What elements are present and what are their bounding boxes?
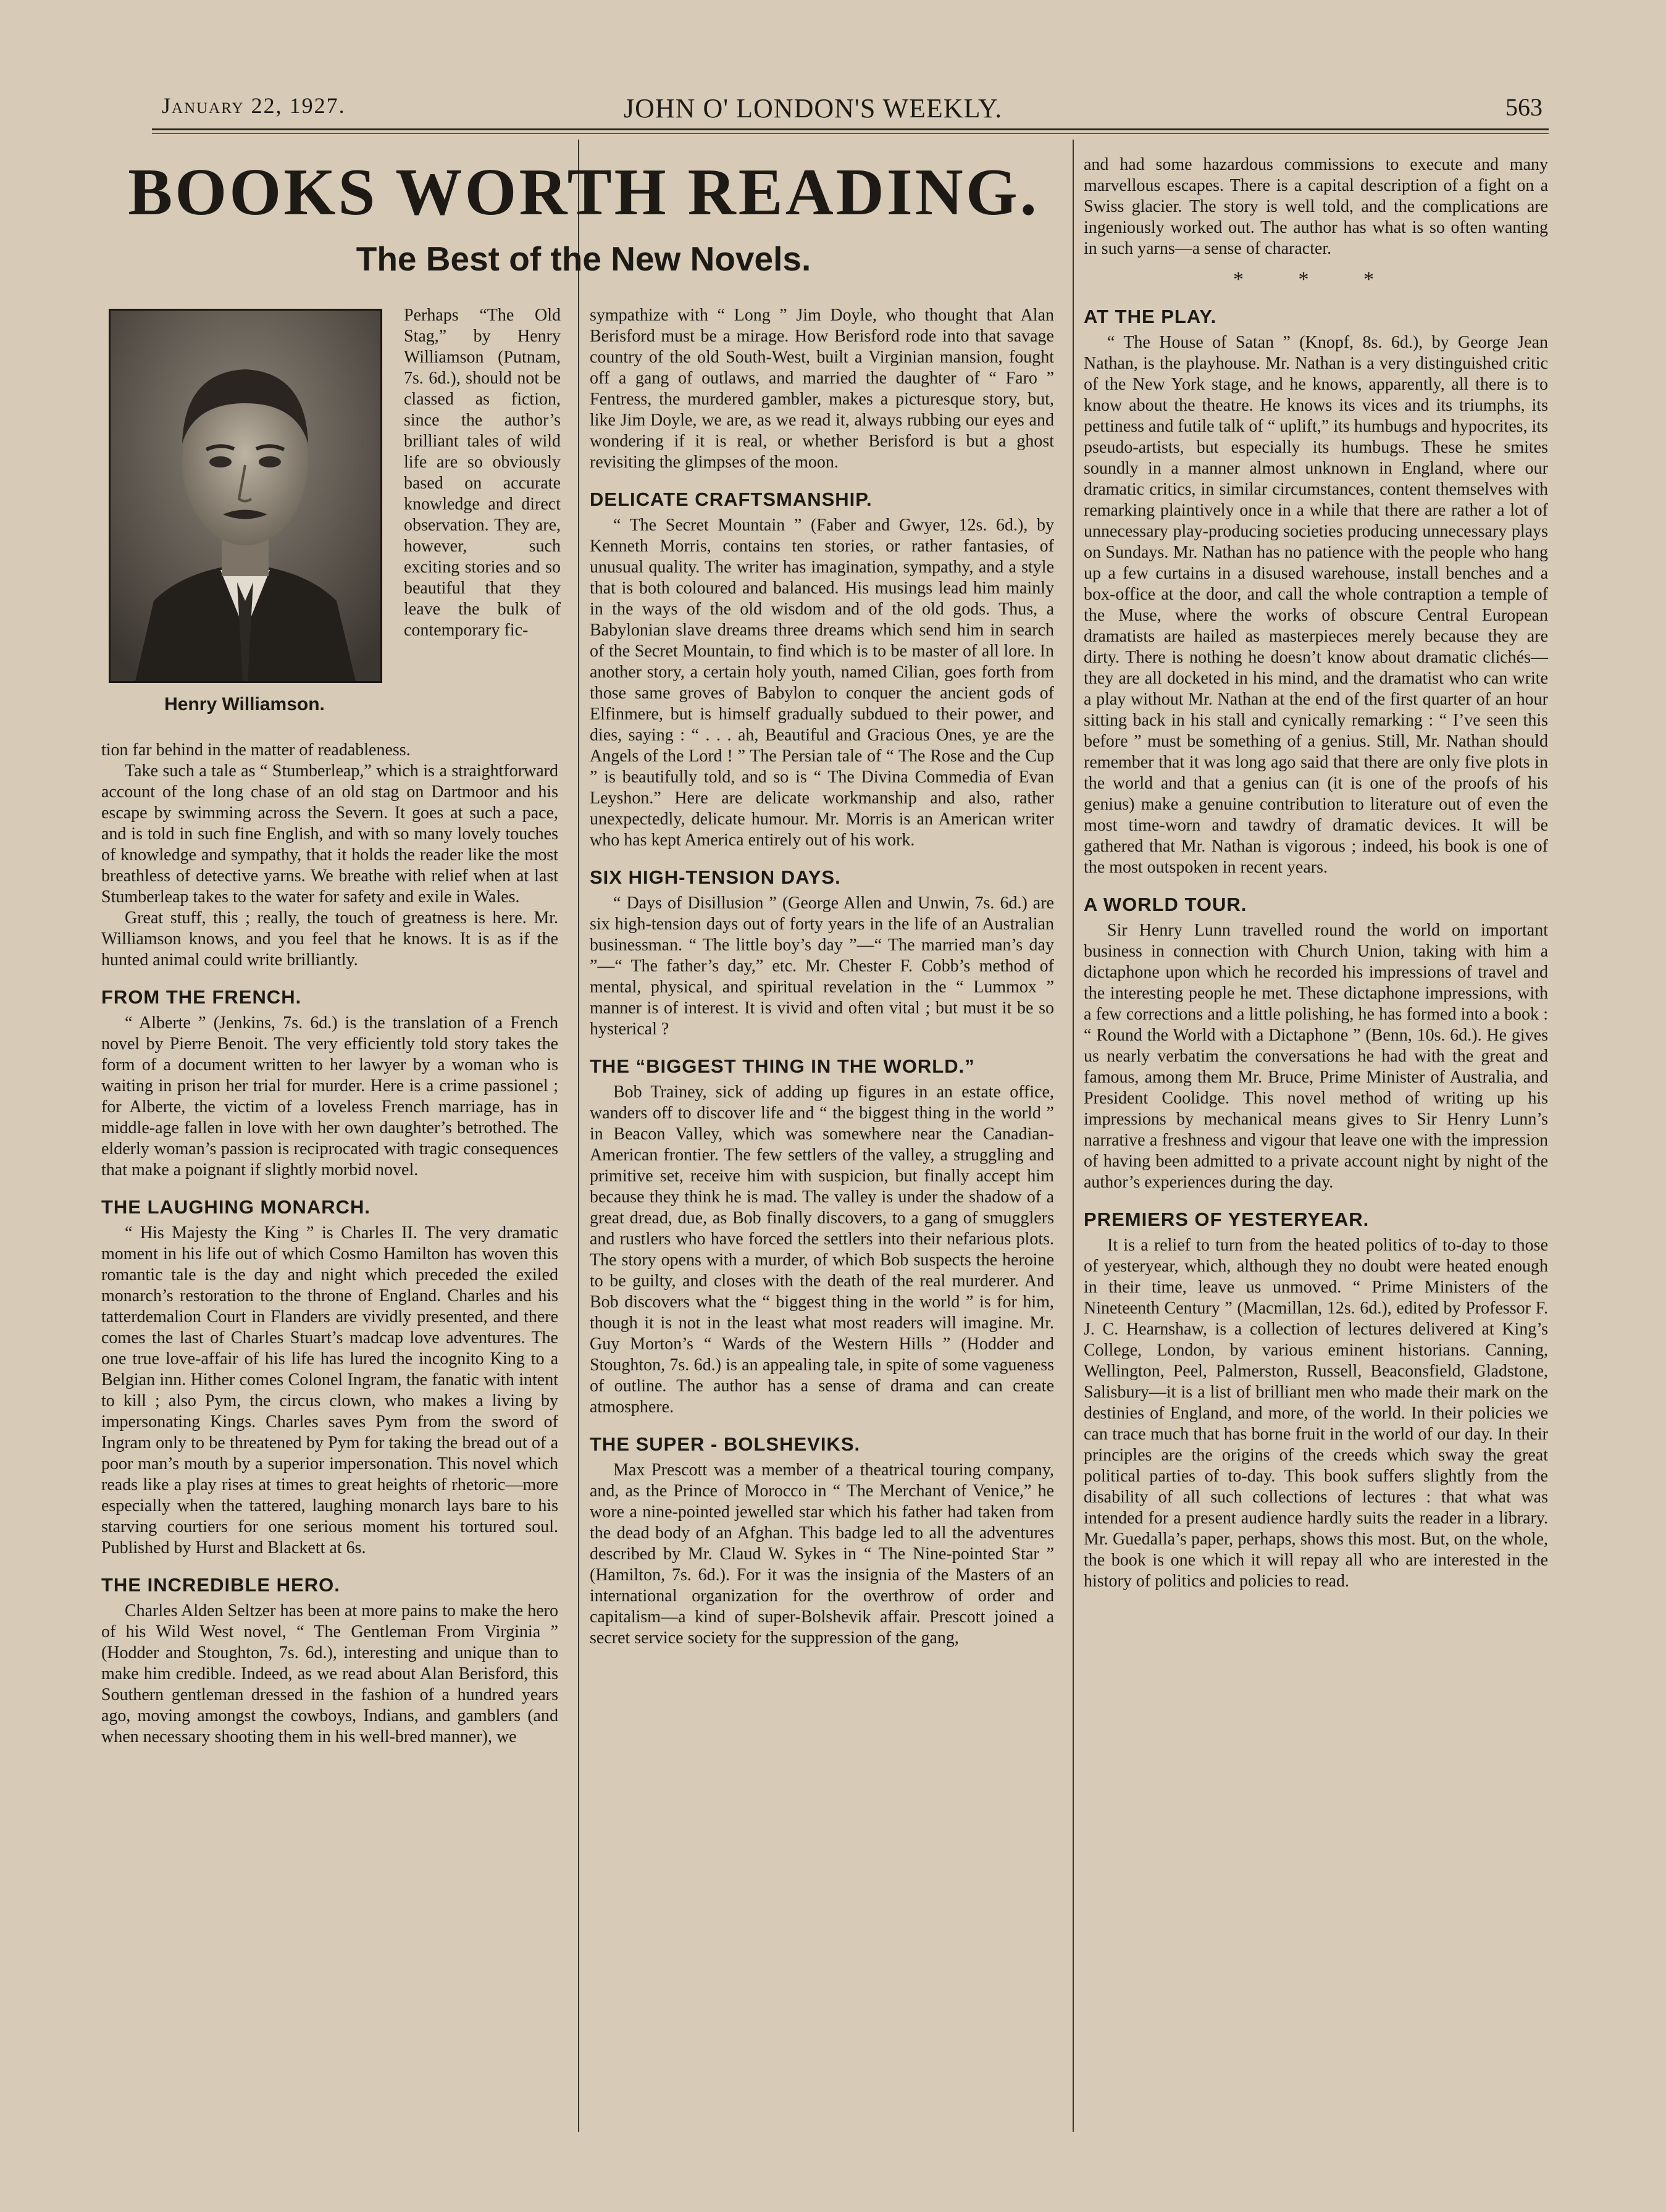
section-heading: THE INCREDIBLE HERO. (101, 1574, 340, 1596)
section-text: “ His Majesty the King ” is Charles II. The very dramatic moment in his life out of which Cosmo Hamilton has woven this romantic tale is the day and night which preceded the exiled monarch’s restoration to the throne of England. Charles and his tatterdemalion Court in Flanders are vividly presented, and there comes the last of Charles Stuart’s madcap love adventures. The one true love-affair of his life has lured the incognito King to a Belgian inn. Hither comes Colonel Ingram, the fanatic with intent to kill ; also Pym, the circus clown, who makes a living by impersonating Kings. Charles saves Pym from the sword of Ingram only to be threatened by Pym for taking the bread out of a poor man’s mouth by a superior impersonation. This novel which reads like a play rises at times to great heights of rhetoric—more especially when the tattered, laughing monarch lays bare to his starving courtiers for one serious moment his tortured soul. Published by Hurst and Blackett at 6s. (101, 1223, 558, 1557)
column-1 (101, 740, 558, 1748)
section-text: “ Days of Disillusion ” (George Allen and Unwin, 7s. 6d.) are six high-tension days out of forty years in the life of an Australian businessman. “ The little boy’s day ”—“ The married man’s day ”—“ The father’s day,” etc. Mr. Chester F. Cobb’s method of mental, physical, and spiritual revelation in the “ Lummox ” manner is of interest. It is vivid and often vital ; but must it be so hysterical ? (590, 894, 1054, 1039)
publication-title: JOHN O' LONDON'S WEEKLY. (624, 93, 1003, 124)
issue-date: January 22, 1927. (162, 93, 346, 118)
intro-paragraph: Great stuff, this ; really, the touch of greatness is here. Mr. Williamson knows, and you feel that he knows. It is as if the hunted animal could write brilliantly. (101, 908, 558, 970)
section-text: “ The House of Satan ” (Knopf, 8s. 6d.), by George Jean Nathan, is the playhouse. Mr. Nathan is a very distinguished critic of the New York stage, and he knows, apparently, all there is to know about the theatre. He knows its vices and its triumphs, its pettiness and futile talk of “ uplift,” its humbugs and hypocrites, its pseudo-artists, but especially its humbugs. These he smites soundly in a manner almost unknown in England, where our dramatic critics, in similar circumstances, content themselves with remarking plaintively once in a while that there are rather a lot of unnecessary play-producing societies producing unnecessary plays on Sundays. Mr. Nathan has no patience with the people who hang up a few curtains in a disused warehouse, install benches and a box-office at the door, and call the whole contraption a temple of the Muse, where the works of obscure Central European dramatists are hailed as masterpieces merely because they are dirty. There is nothing he doesn’t know about dramatic clichés—they are all docketed in his mind, and the dramatist who can write a play without Mr. Nathan at the end of the first quarter of an hour sitting back in his stall and cynically remarking : “ I’ve seen this before ” must be something of a genius. Still, Mr. Nathan should remember that it was long ago said that there are only five plots in the world and that a genius can (it is one of the proofs of his genius) make a genuine contribution to literature out of even the most time-worn and tawdry of dramatic devices. It will be gathered that Mr. Nathan is vigorous ; indeed, his book is one of the most outspoken in recent years. (1084, 333, 1548, 877)
section-heading: SIX HIGH-TENSION DAYS. (590, 866, 841, 888)
page-headline: BOOKS WORTH READING. (128, 156, 1039, 229)
section-heading: DELICATE CRAFTSMANSHIP. (590, 488, 873, 510)
portrait-image (111, 311, 380, 681)
intro-paragraph: Perhaps “The Old Stag,” by Henry Williamson (Putnam, 7s. 6d.), should not be classed as fiction, since the author’s brilliant tales of wild life are so obviously based on accurate knowledge and direct observation. They are, however, such exciting stories and so beautiful that they leave the bulk of contemporary fic- (404, 306, 561, 640)
intro-continuation: tion far behind in the matter of readableness. (101, 740, 411, 760)
intro-paragraph: Take such a tale as “ Stumberleap,” which is a straightforward account of the long chase of an old stag on Dartmoor and his escape by swimming across the Severn. It goes at such a pace, and is told in such fine English, and with so many lovely touches of knowledge and sympathy, that it holds the reader like the most breathless of detective yarns. We breathe with relief when at last Stumberleap takes to the water for safety and exile in Wales. (101, 761, 558, 907)
section-heading: FROM THE FRENCH. (101, 986, 302, 1008)
author-portrait (109, 309, 382, 683)
section-heading: AT THE PLAY. (1084, 306, 1217, 327)
page-number: 563 (1505, 93, 1543, 121)
column-divider (578, 140, 579, 2132)
section-text: Max Prescott was a member of a theatrical touring company, and, as the Prince of Morocco in “ The Merchant of Venice,” he wore a nine-pointed jewelled star which his father had taken from the dead body of an Afghan. This badge led to all the adventures described by Mr. Claud W. Sykes in “ The Nine-pointed Star ” (Hamilton, 7s. 6d.). For it was the insignia of the Masters of an international organization for the overthrow of order and capitalism—a kind of super-Bolshevik affair. Prescott joined a secret service society for the suppression of the gang, (590, 1460, 1054, 1648)
continued-text: sympathize with “ Long ” Jim Doyle, who thought that Alan Berisford must be a mirage. How Berisford rode into that savage country of the old South-West, built a Virginian mansion, fought off a gang of outlaws, and married the daughter of “ Faro ” Fentress, the murdered gambler, makes a picturesque story, but, like Jim Doyle, we are, as we read it, always rubbing our eyes and wondering if it is real, or whether Berisford is but a ghost revisiting the glimpses of the moon. (590, 306, 1054, 472)
section-heading: THE “BIGGEST THING IN THE WORLD.” (590, 1055, 975, 1077)
header-rule (152, 128, 1549, 130)
continued-text: and had some hazardous commissions to execute and many marvellous escapes. There is a capital description of a fight on a Swiss glacier. The story is well told, and the complications are ingeniously worked out. The author has what is so often wanting in such yarns—a sense of character. (1084, 155, 1548, 258)
column-3 (1084, 154, 1548, 1592)
section-heading: THE LAUGHING MONARCH. (101, 1196, 371, 1218)
page-subheadline: The Best of the New Novels. (356, 240, 811, 278)
header-rule-thin (152, 133, 1549, 134)
section-text: “ Alberte ” (Jenkins, 7s. 6d.) is the translation of a French novel by Pierre Benoit. The very efficiently told story takes the form of a document written to her lawyer by a woman who is waiting in prison her trial for murder. Here is a crime passionel ; for Alberte, the victim of a loveless French marriage, has in middle-age fallen in love with her own daughter’s betrothed. The elderly woman’s passion is reciprocated with tragic consequences that make a poignant if slightly morbid novel. (101, 1013, 558, 1179)
section-heading: PREMIERS OF YESTERYEAR. (1084, 1209, 1370, 1230)
section-heading: A WORLD TOUR. (1084, 894, 1247, 915)
photo-caption: Henry Williamson. (164, 694, 325, 714)
section-text: Bob Trainey, sick of adding up figures in an estate office, wanders off to discover life and “ the biggest thing in the world ” in Beacon Valley, which was somewhere near the Canadian-American frontier. The few settlers of the valley, a struggling and primitive set, receive him with suspicion, but finally accept him because they think he is mad. The valley is under the shadow of a great dread, due, as Bob finally discovers, to a gang of smugglers and rustlers who have forced the settlers into their nefarious plots. The story opens with a murder, of which Bob suspects the heroine to be guilty, and closes with the death of the real murderer. And Bob discovers what the “ biggest thing in the world ” is for him, though it is not in the least what most readers will imagine. Mr. Guy Morton’s “ Wards of the Western Hills ” (Hodder and Stoughton, 7s. 6d.) is an appealing tale, in spite of some vagueness of outline. The author has a sense of drama and can create atmosphere. (590, 1083, 1054, 1417)
section-heading: THE SUPER - BOLSHEVIKS. (590, 1433, 861, 1455)
section-text: “ The Secret Mountain ” (Faber and Gwyer, 12s. 6d.), by Kenneth Morris, contains ten stories, or rather fantasies, of unusual quality. The writer has imagination, sympathy, and a style that is both coloured and balanced. His musings lead him mainly in the ways of the old wisdom and of the old gods. Thus, a Babylonian slave dreams three dreams which send him in search of the Secret Mountain, to find which is to be master of all lore. In another story, a certain holy youth, named Cilian, goes forth from those same groves of Babylon to conquer the ancient gods of Elfinmere, but is himself gradually subdued to their power, and dies, saying : “ . . . ah, Beautiful and Gracious Ones, ye are the Angels of the Lord ! ” The Persian tale of “ The Rose and the Cup ” is beautifully told, and so is “ The Divina Commedia of Evan Leyshon.” Here are delicate workmanship and also, rather unexpectedly, delicate humour. Mr. Morris is an American writer who has kept America entirely out of his work. (590, 516, 1054, 850)
column-2 (590, 305, 1054, 1649)
section-text: Charles Alden Seltzer has been at more pains to make the hero of his Wild West novel, “ The Gentleman From Virginia ” (Hodder and Stoughton, 7s. 6d.), interesting and unique than to make him credible. Indeed, as we read about Alan Berisford, this Southern gentleman dressed in the fashion of a hundred years ago, moving amongst the cowboys, Indians, and gamblers (and when necessary shooting them in his well-bred manner), we (101, 1601, 558, 1746)
section-text: It is a relief to turn from the heated politics of to-day to those of yesteryear, which, although they no doubt were heated enough in their time, leave us unmoved. “ Prime Ministers of the Nineteenth Century ” (Macmillan, 12s. 6d.), edited by Professor F. J. C. Hearnshaw, is a collection of lectures delivered at King’s College, London, by various eminent historians. Canning, Wellington, Peel, Palmerston, Russell, Beaconsfield, Gladstone, Salisbury—it is a list of brilliant men who made their mark on the destinies of England, and more, of the world. In their policies we can trace much that has borne fruit in the world of our day. In their principles are the origins of the creeds which sway the great political parties of to-day. This book suffers slightly from the disability of all such collections of lectures : that what was intended for a present audience hardly suits the reader in a library. Mr. Guedalla’s paper, perhaps, shows this most. But, on the whole, the book is one which it will repay all who are interested in the history of politics and policies to read. (1084, 1236, 1548, 1591)
column-divider (1073, 140, 1074, 2132)
section-text: Sir Henry Lunn travelled round the world on important business in connection with Church Union, taking with him a dictaphone upon which he recorded his impressions of travel and the interesting people he met. These dictaphone impressions, with a few corrections and a little polishing, he has formed into a book : “ Round the World with a Dictaphone ” (Benn, 10s. 6d.). He gives us nearly verbatim the conversations he had with the great and famous, among them Mr. Bruce, Prime Minister of Australia, and President Coolidge. This novel method of writing up his impressions by mechanical means gives to Sir Henry Lunn’s narrative a freshness and vigour that leave one with the impression of having been admitted to a private account night by night of the author’s experiences during the day. (1084, 921, 1548, 1192)
intro-wrap-text (404, 305, 561, 641)
section-separator: * * * (1233, 268, 1399, 291)
